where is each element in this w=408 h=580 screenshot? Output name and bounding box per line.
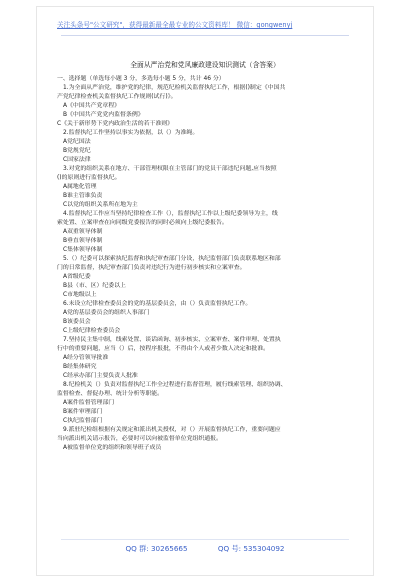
text-line: 当向派出机关请示报告，必要时可以向被监督单位党组织通报。 (57, 436, 222, 442)
text-line: 行中的重要问题，应当（）后，按程序报批，不得由个人或者少数人决定和批准。 (57, 346, 270, 352)
text-line: C国家法律 (63, 157, 91, 163)
text-line: B案件审理部门 (63, 409, 103, 415)
text-line: 4.监督执纪工作应当坚持纪律检查工作（），监督执纪工作以上级纪委领导为主，线 (63, 211, 278, 217)
footer (37, 544, 373, 556)
text-line: C以党的组织关系所在地为主 (63, 202, 138, 208)
text-line: B县（市、区）纪委以上 (63, 283, 126, 289)
text-line: A经分管领导批准 (63, 355, 109, 361)
text-line: B党规党纪 (63, 148, 91, 154)
banner-divider (61, 35, 349, 36)
text-line: 2.监督执纪工作坚持以事实为依据，以（）为准绳。 (63, 130, 199, 136)
banner-link[interactable]: 关注头条号"公文研究"，获得最新最全最专业的公文资料库！ 微信：gongwenyj (57, 21, 293, 29)
text-line: A党纪国法 (63, 139, 91, 145)
text-line: 索处置、立案审查在向同级党委报告的同时必须向上级纪委报告。 (57, 220, 228, 226)
text-line: B谁主管谁负责 (63, 193, 103, 199)
text-line: A省级纪委 (63, 274, 91, 280)
footer-qq-number: QQ 号: 535304092 (217, 544, 285, 553)
text-line: A《中国共产党章程》 (63, 103, 121, 109)
text-line: C上级纪律检查委员会 (63, 328, 121, 334)
text-line: 3.对党的组织关系在地方、干部管理权限在主管部门的党员干部违纪问题,应当按照 (63, 166, 277, 172)
text-line: B《中国共产党党内监督条例》 (63, 112, 144, 118)
text-line: 7.坚持民主集中制，线索处置、谈话函询、初步核实、立案审查、案件审理、处置执 (63, 337, 281, 343)
document-title: 全面从严治党和党风廉政建设知识测试（含答案） (130, 61, 280, 69)
text-line: 门的日常监督，执纪审查部门负责对违纪行为进行初步核实和立案审查。 (57, 265, 246, 271)
document-body (57, 75, 351, 453)
text-line: 8.纪检机关（）负责对监督执纪工作全过程进行监督管理，履行线索管理、组织协调、 (63, 382, 287, 388)
text-line: A双重领导体制 (63, 229, 103, 235)
text-line: C集体领导体制 (63, 247, 103, 253)
text-line: 9.派驻纪检组根据有关规定和派出机关授权，对（）开展监督执纪工作，重要问题应 (63, 427, 281, 433)
text-line: B该委员会 (63, 319, 91, 325)
text-line: C执纪监督部门 (63, 418, 103, 424)
text-line: A属地化管理 (63, 184, 97, 190)
text-line: 监督检查、督促办理、统计分析等职能。 (57, 391, 164, 397)
text-line: ()的原则进行监督执纪。 (57, 175, 121, 181)
footer-divider (61, 539, 349, 540)
text-line: B经集体研究 (63, 364, 97, 370)
text-line: B垂直领导体制 (63, 238, 103, 244)
text-line: 1.为全面从严治党，维护党的纪律，规范纪检机关监督执纪工作，根据()制定《中国共 (63, 85, 286, 91)
text-line: 6.未设立纪律检查委员会的党的基层委员会，由（）负责监督执纪工作。 (63, 301, 252, 307)
text-line: C市地级以上 (63, 292, 97, 298)
text-line: A被监督单位党的组织和领导班子成员 (63, 445, 162, 451)
document-page (36, 6, 374, 576)
text-line: A党的基层委员会的组织人事部门 (63, 310, 150, 316)
text-line: 产党纪律检查机关监督执纪工作规则(试行)》。 (57, 94, 177, 100)
text-line: 一、选择题（单选每小题 3 分，多选每小题 5 分，共计 46 分） (57, 76, 225, 82)
text-line: C《关于新形势下党内政治生活的若干准则》 (57, 121, 174, 127)
footer-qq-group: QQ 群: 30265665 (125, 544, 188, 553)
text-line: C经承办部门主要负责人批准 (63, 373, 138, 379)
text-line: 5.（）纪委可以探索执纪监督和执纪审查部门分设，执纪监督部门负责联系地区和部 (63, 256, 281, 262)
text-line: A案件监督管理部门 (63, 400, 115, 406)
